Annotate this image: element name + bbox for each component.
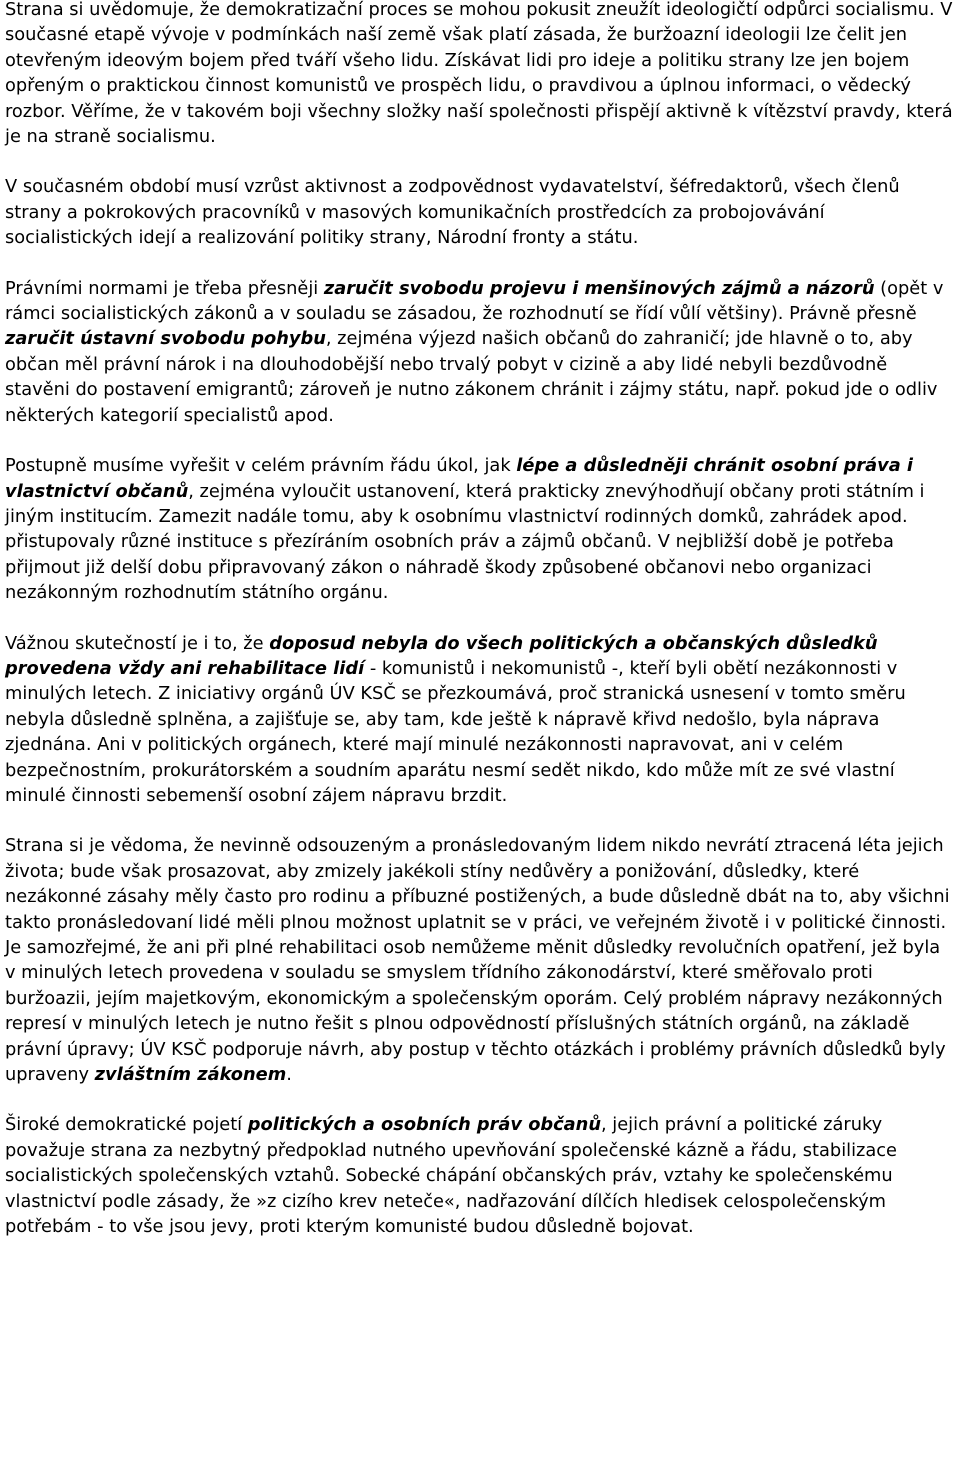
emphasis-text: lépe a důsledněji chránit osobní práva i vlastnictví občanů xyxy=(5,455,914,502)
text-run: Strana si uvědomuje, že demokratizační proces se mohou pokusit zneužít ideologičtí odpůrci socialismu. V současné etapě vývoje v podmínkách naší země však platí zásada, že buržoazní ideologii lze čelit jen otevřeným ideovým bojem před tváří všeho lidu. Získávat lidi pro ideje a politiku strany lze jen bojem opřeným o praktickou činnost komunistů ve prospěch lidu, o pravdivou a úplnou informaci, o vědecký rozbor. Věříme, že v takovém boji všechny složky naší společnosti přispějí aktivně k vítězství pravdy, která je na straně socialismu. xyxy=(5,0,953,148)
emphasis-text: doposud nebyla do všech politických a občanských důsledků provedena vždy ani rehabilitace lidí xyxy=(5,632,878,679)
text-run: , jejich právní a politické záruky považuje strana za nezbytný předpoklad nutného upevňování společenské kázně a řádu, stabilizace socialistických společenských vztahů. Sobecké chápání občanských práv, vztahy ke společenskému vlastnictví podle zásady, že »z cizího krev neteče«, nadřazování dílčích hledisek celospolečenským potřebám - to vše jsou jevy, proti kterým komunisté budou důsledně bojovat. xyxy=(5,1114,897,1238)
emphasis-text: zvláštním zákonem xyxy=(94,1064,287,1086)
paragraph-3 xyxy=(5,276,956,428)
text-run: - komunistů i nekomunistů -, kteří byli obětí nezákonnosti v minulých letech. Z iniciativy orgánů ÚV KSČ se přezkoumává, proč stranická usnesení v tomto směru nebyla důsledně splněna, a zajišťuje se, aby tam, kde ještě k nápravě křivd nedošlo, byla náprava zjednána. Ani v politických orgánech, které mají minulé nezákonnosti napravovat, ani v celém bezpečnostním, prokurátorském a soudním aparátu nesmí sedět nikdo, kdo může mít ze své vlastní minulé činnosti sebemenší osobní zájem nápravu brzdit. xyxy=(5,657,906,806)
paragraph-6 xyxy=(5,833,956,1087)
text-run: Široké demokratické pojetí xyxy=(5,1114,248,1136)
text-run: (opět v rámci socialistických zákonů a v souladu se zásadou, že rozhodnutí se řídí vůlí většiny). Právně přesně xyxy=(5,277,944,325)
emphasis-text: zaručit ústavní svobodu pohybu xyxy=(5,328,326,350)
paragraph-4 xyxy=(5,453,956,605)
text-run: Právními normami je třeba přesněji xyxy=(5,277,324,299)
paragraph-5 xyxy=(5,631,956,809)
paragraph-2 xyxy=(5,174,956,250)
paragraph-1 xyxy=(5,0,956,149)
text-run: , zejména výjezd našich občanů do zahraničí; jde hlavně o to, aby občan měl právní nárok i na dlouhodobější nebo trvalý pobyt v cizině a aby lidé nebyli bezdůvodně stavěni do postavení emigrantů; zároveň je nutno zákonem chránit i zájmy státu, např. pokud jde o odliv některých kategorií specialistů apod. xyxy=(5,328,938,426)
text-run: , zejména vyloučit ustanovení, která prakticky znevýhodňují občany proti státním i jiným institucím. Zamezit nadále tomu, aby k osobnímu vlastnictví rodinných domků, zahrádek apod. přistupovaly různé instituce s přezíráním osobních práv a zájmů občanů. V nejbližší době je potřeba přijmout již delší dobu připravovaný zákon o náhradě škody způsobené občanovi nebo organizaci nezákonným rozhodnutím státního orgánu. xyxy=(5,480,925,604)
text-run: Postupně musíme vyřešit v celém právním řádu úkol, jak xyxy=(5,455,517,477)
text-run: . xyxy=(286,1064,292,1086)
text-run: V současném období musí vzrůst aktivnost a zodpovědnost vydavatelství, šéfredaktorů, všech členů strany a pokrokových pracovníků v masových komunikačních prostředcích za probojovávání socialistických idejí a realizování politiky strany, Národní fronty a státu. xyxy=(5,176,900,249)
text-run: Strana si je vědoma, že nevinně odsouzeným a pronásledovaným lidem nikdo nevrátí ztracená léta jejich života; bude však prosazovat, aby zmizely jakékoli stíny nedůvěry a ponižování, důsledky, které nezákonné zásahy měly často pro rodinu a příbuzné postižených, a bude důsledně dbát na to, aby všichni takto pronásledovaní lidé měli plnou možnost uplatnit se v práci, ve veřejném životě i v politické činnosti. Je samozřejmé, že ani při plné rehabilitaci osob nemůžeme měnit důsledky revolučních opatření, jež byla v minulých letech provedena v souladu se smyslem třídního zákonodárství, které směřovalo proti buržoazii, jejím majetkovým, ekonomickým a společenským oporám. Celý problém nápravy nezákonných represí v minulých letech je nutno řešit s plnou odpovědností příslušných státních orgánů, na základě právní úpravy; ÚV KSČ podporuje návrh, aby postup v těchto otázkách i problémy právních důsledků byly upraveny xyxy=(5,835,950,1086)
paragraph-7 xyxy=(5,1112,956,1239)
emphasis-text: politických a osobních práv občanů xyxy=(247,1114,601,1136)
text-run: Vážnou skutečností je i to, že xyxy=(5,632,270,654)
emphasis-text: zaručit svobodu projevu i menšinových zájmů a názorů xyxy=(323,277,875,299)
